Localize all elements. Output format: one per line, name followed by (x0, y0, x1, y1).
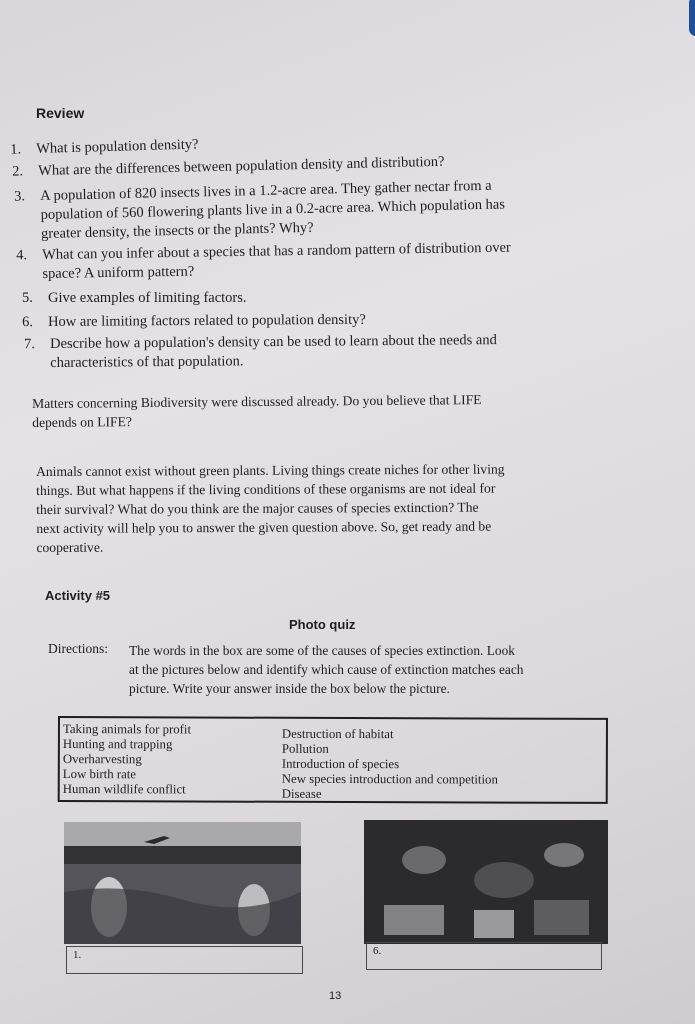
word-item: Low birth rate (62, 767, 137, 782)
question-line: space? A uniform pattern? (42, 263, 195, 282)
question-number: 5. (22, 290, 33, 306)
answer-number: 6. (373, 945, 382, 957)
activity-subtitle: Photo quiz (289, 617, 356, 632)
question-number: 6. (22, 314, 33, 331)
photo-crowd-scene (364, 820, 608, 944)
question-number: 1. (10, 141, 22, 158)
question-line: A population of 820 insects lives in a 1.2-acre area. They gather nectar from a (40, 177, 492, 204)
body-paragraph (36, 460, 505, 557)
directions-label: Directions: (48, 641, 108, 656)
question-line: greater density, the insects or the plants? Why? (40, 219, 314, 242)
word-box-left-column (63, 722, 191, 797)
paragraph-line: things. But what happens if the living conditions of these organisms are not ideal for (36, 480, 496, 498)
photo-crowd-illustration (364, 820, 608, 944)
word-item: New species introduction and competition (281, 771, 498, 787)
question-line: Describe how a population's density can be used to learn about the needs and (50, 332, 497, 352)
answer-box-1[interactable] (66, 946, 303, 974)
question-line: characteristics of that population. (50, 353, 244, 371)
review-heading: Review (36, 105, 85, 121)
paragraph-line: next activity will help you to answer the given question above. So, get ready and be (36, 518, 492, 536)
question-line: population of 560 flowering plants live in a 0.2-acre area. Which population has (40, 196, 506, 223)
question-number: 2. (12, 163, 24, 180)
question-line: Give examples of limiting factors. (48, 290, 247, 306)
word-item: Destruction of habitat (281, 726, 394, 742)
activity-heading: Activity #5 (45, 588, 111, 603)
paragraph-line: Matters concerning Biodiversity were discussed already. Do you believe that LIFE (32, 392, 482, 411)
word-item: Introduction of species (281, 756, 400, 772)
paragraph-line: Animals cannot exist without green plants. Living things create niches for other living (36, 461, 505, 479)
question-7 (24, 331, 497, 373)
paragraph-line: their survival? What do you think are the major causes of species extinction? The (36, 499, 479, 517)
question-line: How are limiting factors related to population density? (48, 311, 366, 330)
question-number: 3. (14, 188, 26, 205)
word-item: Pollution (281, 741, 329, 756)
paragraph-line: cooperative. (36, 539, 104, 555)
directions-line: picture. Write your answer inside the box below the picture. (129, 681, 450, 696)
word-box-right-column (282, 727, 498, 803)
question-line: What is population density? (36, 136, 199, 157)
directions-line: The words in the box are some of the causes of species extinction. Look (129, 643, 515, 658)
question-5 (22, 289, 247, 308)
directions-line: at the pictures below and identify which cause of extinction matches each (129, 662, 524, 677)
word-item: Human wildlife conflict (62, 782, 186, 797)
question-3 (14, 176, 506, 244)
word-item: Taking animals for profit (62, 722, 192, 737)
word-item: Overharvesting (62, 752, 142, 767)
question-1 (10, 135, 199, 159)
question-6 (22, 311, 366, 332)
page-number: 13 (329, 990, 342, 1002)
question-line: What can you infer about a species that has a random pattern of distribution over (42, 239, 511, 263)
blue-page-edge (689, 0, 695, 36)
question-number: 4. (16, 247, 28, 264)
answer-number: 1. (73, 949, 82, 961)
word-item: Disease (281, 786, 322, 801)
question-number: 7. (24, 336, 36, 353)
question-line: What are the differences between population density and distribution? (38, 153, 445, 179)
photo-hunting-scene (64, 822, 301, 944)
word-box (58, 716, 608, 804)
photo-hunting-illustration (64, 822, 301, 944)
word-item: Hunting and trapping (62, 737, 173, 752)
paragraph-line: depends on LIFE? (32, 414, 132, 430)
answer-box-6[interactable] (366, 942, 602, 970)
directions-text (129, 641, 524, 698)
question-4 (16, 239, 511, 284)
intro-paragraph (32, 390, 482, 432)
